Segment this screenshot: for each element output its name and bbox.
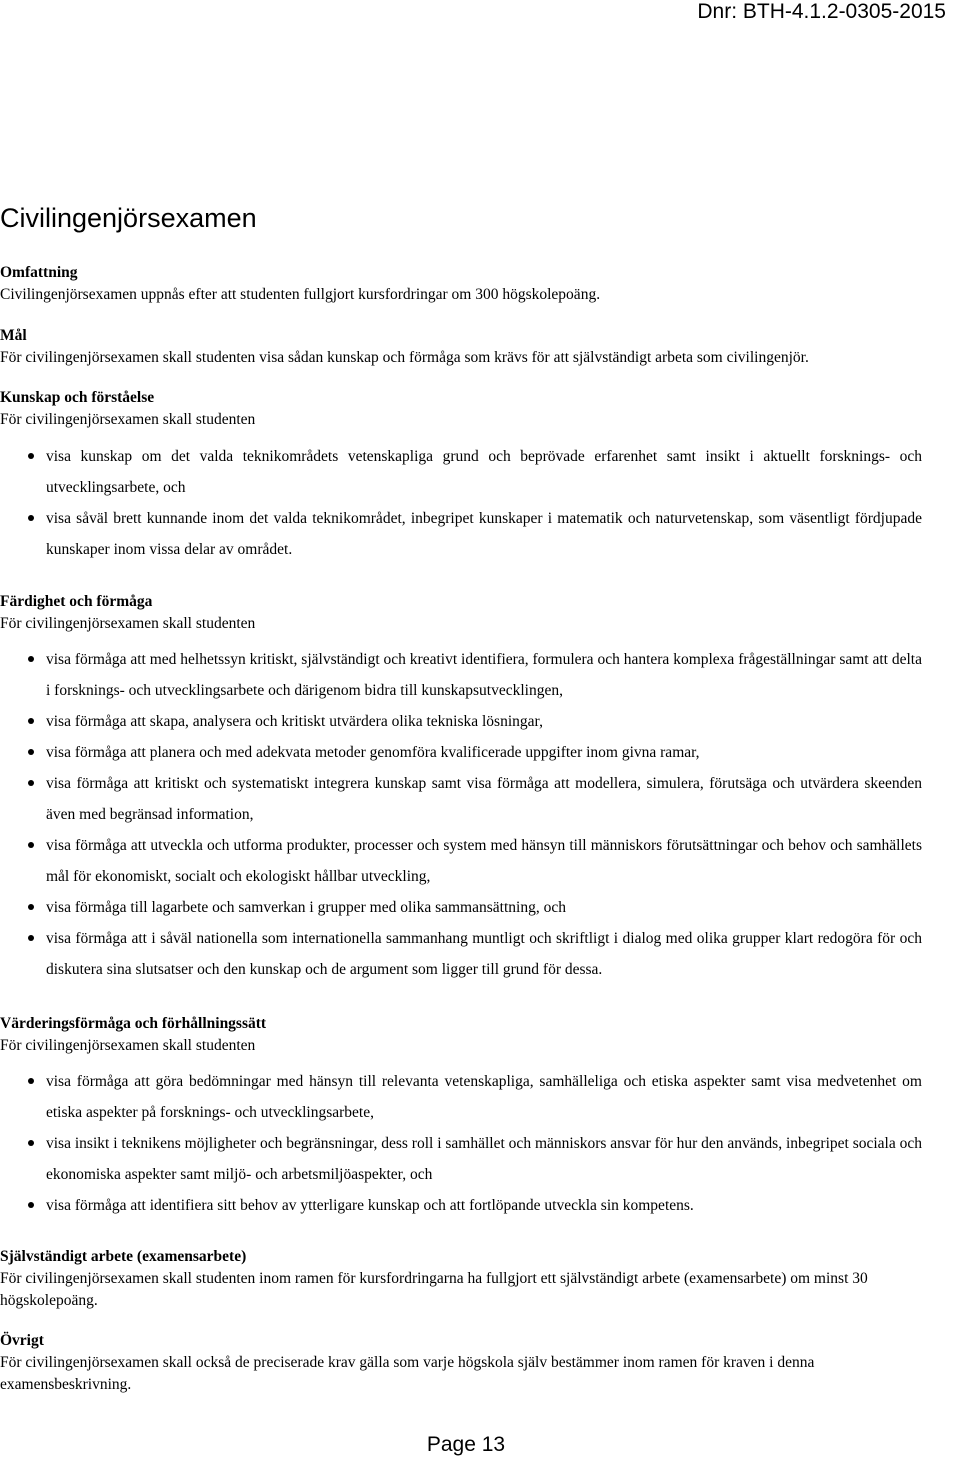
kunskap-heading: Kunskap och förståelse — [0, 389, 155, 406]
ovrigt-heading: Övrigt — [0, 1332, 44, 1349]
mal-text: För civilingenjörsexamen skall studenten visa sådan kunskap och förmåga som krävs för att självständigt arbeta som civilingenjör. — [0, 349, 809, 366]
list-item: visa förmåga att planera och med adekvata metoder genomföra kvalificerade uppgifter inom givna ramar, — [0, 737, 960, 768]
page-title: Civilingenjörsexamen — [0, 203, 257, 233]
list-item: visa förmåga att i såväl nationella som internationella sammanhang muntligt och skriftligt i dialog med olika grupper klart redogöra för och diskutera sina slutsatser och den kunskap och de argument som ligger till grund för dessa. — [0, 923, 960, 985]
sjalvstandigt-text: För civilingenjörsexamen skall studenten inom ramen för kursfordringarna ha fullgjort ett självständigt arbete (examensarbete) om minst 30 högskolepoäng. — [0, 1270, 868, 1309]
list-item: visa förmåga att utveckla och utforma produkter, processer och system med hänsyn till människors förutsättningar och behov och samhällets mål för ekonomiskt, socialt och ekologiskt hållbar utveckling, — [0, 830, 960, 892]
section-fardighet — [0, 591, 960, 985]
list-item: visa förmåga att skapa, analysera och kritiskt utvärdera olika tekniska lösningar, — [0, 706, 960, 737]
list-item: visa insikt i teknikens möjligheter och begränsningar, dess roll i samhället och människors ansvar för hur den används, inbegripet sociala och ekonomiska aspekter samt miljö- och arbetsmiljöaspekter, och — [0, 1128, 960, 1190]
vardering-heading: Värderingsförmåga och förhållningssätt — [0, 1015, 267, 1032]
sjalvstandigt-heading: Självständigt arbete (examensarbete) — [0, 1248, 247, 1265]
list-item: visa förmåga att identifiera sitt behov av ytterligare kunskap och att fortlöpande utveckla sin kompetens. — [0, 1190, 960, 1221]
list-item: visa förmåga att kritiskt och systematiskt integrera kunskap samt visa förmåga att modellera, simulera, förutsäga och utvärdera skeenden även med begränsad information, — [0, 768, 960, 830]
page-number: Page 13 — [426, 1433, 506, 1456]
vardering-intro: För civilingenjörsexamen skall studenten — [0, 1037, 256, 1054]
section-kunskap — [0, 387, 960, 565]
vardering-list — [0, 1066, 960, 1221]
document-number: Dnr: BTH-4.1.2-0305-2015 — [697, 0, 946, 23]
list-item: visa förmåga att göra bedömningar med hänsyn till relevanta vetenskapliga, samhälleliga och etiska aspekter samt visa medvetenhet om etiska aspekter på forsknings- och utvecklingsarbete, — [0, 1066, 960, 1128]
section-mal — [0, 325, 960, 369]
section-ovrigt — [0, 1330, 960, 1396]
kunskap-intro: För civilingenjörsexamen skall studenten — [0, 411, 256, 428]
section-omfattning — [0, 262, 960, 306]
mal-heading: Mål — [0, 327, 27, 344]
omfattning-text: Civilingenjörsexamen uppnås efter att studenten fullgjort kursfordringar om 300 högskolepoäng. — [0, 286, 601, 303]
ovrigt-text: För civilingenjörsexamen skall också de preciserade krav gälla som varje högskola själv bestämmer inom ramen för kraven i denna examensbeskrivning. — [0, 1354, 815, 1393]
fardighet-list — [0, 644, 960, 985]
fardighet-heading: Färdighet och förmåga — [0, 593, 153, 610]
list-item: visa såväl brett kunnande inom det valda teknikområdet, inbegripet kunskaper i matematik och naturvetenskap, som väsentligt fördjupade kunskaper inom vissa delar av området. — [0, 503, 960, 565]
fardighet-intro: För civilingenjörsexamen skall studenten — [0, 615, 256, 632]
omfattning-heading: Omfattning — [0, 264, 78, 281]
list-item: visa förmåga till lagarbete och samverkan i grupper med olika sammansättning, och — [0, 892, 960, 923]
list-item: visa förmåga att med helhetssyn kritiskt, självständigt och kreativt identifiera, formulera och hantera komplexa frågeställningar samt att delta i forsknings- och utvecklingsarbete och därigenom bidra till kunskapsutvecklingen, — [0, 644, 960, 706]
section-vardering — [0, 1013, 960, 1221]
section-sjalvstandigt-arbete — [0, 1246, 960, 1312]
list-item: visa kunskap om det valda teknikområdets vetenskapliga grund och beprövade erfarenhet samt insikt i aktuellt forsknings- och utvecklingsarbete, och — [0, 441, 960, 503]
kunskap-list — [0, 441, 960, 565]
